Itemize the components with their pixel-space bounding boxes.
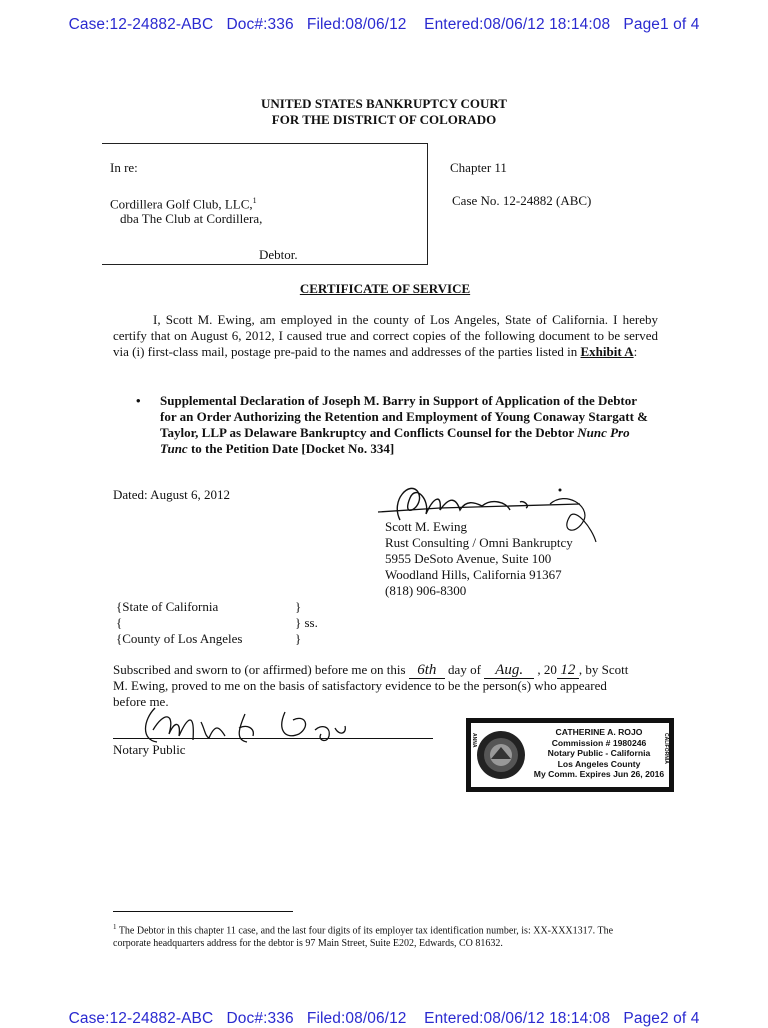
- stamp-commission: Commission # 1980246: [551, 737, 647, 748]
- footnote-rule: [113, 911, 293, 912]
- jurat-month: Aug.: [484, 662, 534, 679]
- court-filing-header: Case:12-24882-ABC Doc#:336 Filed:08/06/12 Entered:08/06/12 18:14:08 Page1 of 4: [68, 16, 700, 33]
- signer-company: Rust Consulting / Omni Bankruptcy: [385, 535, 573, 550]
- debtor-label: Debtor.: [259, 247, 298, 262]
- case-number: Case No. 12-24882 (ABC): [452, 193, 592, 208]
- notary-seal-icon: [475, 729, 527, 781]
- in-re-label: In re:: [110, 160, 138, 175]
- signer-phone: (818) 906-8300: [385, 583, 467, 598]
- document-title: CERTIFICATE OF SERVICE: [299, 281, 471, 296]
- date-line: Dated: August 6, 2012: [113, 487, 230, 502]
- jurat-day: 6th: [409, 662, 445, 679]
- jurat-line-2: M. Ewing, proved to me on the basis of satisfactory evidence to be the person(s) who appeared: [113, 678, 607, 693]
- venue-county: {County of Los Angeles: [116, 631, 243, 646]
- signer-name: Scott M. Ewing: [385, 519, 467, 534]
- notary-signature-line: [113, 738, 433, 739]
- footnote: $^1$ The Debtor in this chapter 11 case, and the last four digits of its employer tax identification number, is: XX-XXX1317. The corporate headquarters address for the debtor is 97 Main Street, Suite E202, Edwards, CO 81632.: [113, 923, 614, 950]
- stamp-expires: My Comm. Expires Jun 26, 2016: [533, 769, 665, 779]
- bullet-symbol: •: [136, 393, 141, 408]
- footnote-ref: 1: [252, 196, 257, 205]
- stamp-side-right: CALIFORNIA: [663, 733, 669, 764]
- venue-blank: {: [116, 615, 123, 630]
- signer-address-2: Woodland Hills, California 91367: [385, 567, 562, 582]
- venue-brace-1: }: [295, 599, 302, 614]
- signer-address-1: 5955 DeSoto Avenue, Suite 100: [385, 551, 552, 566]
- court-filing-footer: Case:12-24882-ABC Doc#:336 Filed:08/06/12 Entered:08/06/12 18:14:08 Page2 of 4: [68, 1010, 700, 1027]
- venue-brace-3: }: [295, 631, 302, 646]
- exhibit-a-reference: Exhibit A: [580, 344, 634, 359]
- notary-label: Notary Public: [113, 742, 186, 757]
- venue-ss: } ss.: [295, 615, 318, 630]
- stamp-title: Notary Public - California: [547, 748, 651, 758]
- debtor-name: Cordillera Golf Club, LLC,$^1$: [110, 196, 257, 212]
- venue-state: {State of California: [116, 599, 219, 614]
- stamp-county: Los Angeles County: [557, 758, 641, 769]
- stamp-notary-name: CATHERINE A. ROJO: [555, 727, 643, 737]
- jurat-line-1: Subscribed and sworn to (or affirmed) before me on this 6th day of Aug. , 20 12 , by Scott: [113, 662, 629, 678]
- stamp-side-left: ANNA: [471, 733, 477, 748]
- chapter-label: Chapter 11: [450, 160, 507, 175]
- jurat-line-3: before me.: [113, 694, 169, 709]
- stamp-text: [529, 727, 669, 780]
- court-district: FOR THE DISTRICT OF COLORADO: [271, 112, 497, 127]
- certification-paragraph: I, Scott M. Ewing, am employed in the county of Los Angeles, State of California. I hereby certify that on August 6, 2012, I caused true and correct copies of the following document to be served via (i) first-class mail, postage pre-paid to the names and addresses of the parties listed in Exhibit A:: [113, 312, 658, 359]
- court-name: UNITED STATES BANKRUPTCY COURT: [261, 96, 507, 111]
- notary-stamp: [466, 718, 674, 792]
- served-document: Supplemental Declaration of Joseph M. Barry in Support of Application of the Debtor for an Order Authorizing the Retention and Employment of Young Conaway Stargatt & Taylor, LLP as Delaware Bankruptcy and Conflicts Counsel for the Debtor Nunc Pro Tunc to the Petition Date [Docket No. 334]: [160, 393, 648, 456]
- debtor-dba: dba The Club at Cordillera,: [120, 211, 263, 226]
- jurat-year: 12: [557, 662, 579, 679]
